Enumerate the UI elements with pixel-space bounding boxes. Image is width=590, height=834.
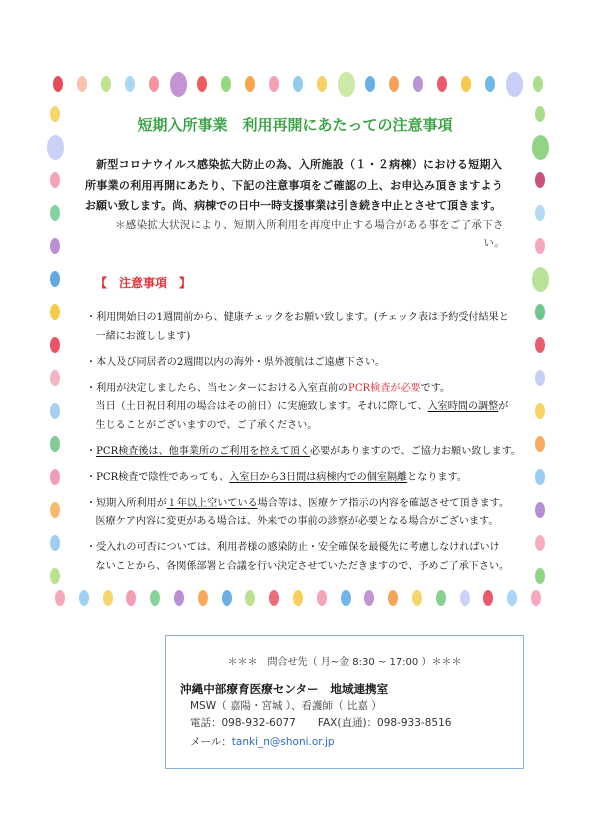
decorative-dot bbox=[389, 76, 399, 92]
notice-text: 一緒にお渡しします) bbox=[95, 330, 191, 342]
decorative-dot bbox=[79, 590, 89, 606]
notice-line bbox=[86, 309, 536, 328]
decorative-dot bbox=[535, 304, 545, 320]
decorative-dot bbox=[317, 590, 327, 606]
decorative-dot bbox=[388, 590, 398, 606]
notice-text: ・利用開始日の1週間前から、健康チェックをお願い致します。(チェック表は予約受付結果と bbox=[86, 312, 509, 323]
notice-text: です。 bbox=[420, 382, 451, 394]
note-line: ＊感染拡大状況により、短期入所利用を再度中止する場合がある事をご了承下さ bbox=[115, 219, 504, 231]
notice-heading: 【 注意事項 】 bbox=[95, 276, 192, 290]
decorative-dot bbox=[50, 238, 60, 254]
decorative-dot bbox=[535, 172, 545, 188]
decorative-dot bbox=[101, 76, 111, 92]
decorative-dot bbox=[55, 590, 65, 606]
decorative-dot bbox=[126, 590, 136, 606]
fax-number: 098-933-8516 bbox=[377, 717, 452, 729]
decorative-dot bbox=[365, 76, 375, 92]
notice-item bbox=[86, 443, 536, 462]
decorative-dot bbox=[338, 72, 355, 97]
notice-text-underlined: 入室時間の調整 bbox=[427, 401, 499, 412]
notice-line bbox=[86, 417, 536, 436]
notice-text-underlined: PCR検査後は、他事業所のご利用を控えて頂く bbox=[96, 445, 310, 457]
decorative-dot bbox=[50, 436, 60, 452]
decorative-dot bbox=[531, 590, 541, 606]
document-title: 短期入所事業 利用再開にあたっての注意事項 bbox=[137, 116, 453, 134]
notice-line bbox=[86, 469, 536, 488]
intro-line: 新型コロナウイルス感染拡大防止の為、入所施設（１・２病棟）における短期入 bbox=[96, 158, 503, 171]
decorative-dot bbox=[535, 502, 545, 518]
decorative-dot bbox=[413, 76, 423, 92]
decorative-dot bbox=[198, 590, 208, 606]
decorative-dot bbox=[50, 304, 60, 320]
notice-item bbox=[86, 309, 536, 346]
contact-box bbox=[165, 635, 524, 769]
notice-item bbox=[86, 495, 536, 532]
decorative-dot bbox=[245, 590, 255, 606]
decorative-dot bbox=[483, 590, 493, 606]
notice-text: ・短期入所利用が bbox=[86, 497, 167, 509]
decorative-dot bbox=[50, 271, 60, 287]
note-line: い。 bbox=[483, 237, 505, 249]
decorative-dot bbox=[535, 535, 545, 551]
email-link[interactable]: tanki_n@shoni.or.jp bbox=[231, 736, 335, 748]
decorative-dot bbox=[53, 76, 63, 92]
notice-text-underlined: 入室日から3日間は病棟内での個室隔離 bbox=[229, 471, 408, 483]
decorative-dot bbox=[533, 76, 543, 92]
contact-staff: MSW（ 嘉陽・宮城 ）、看護師（ 比嘉 ） bbox=[190, 700, 382, 712]
notice-line bbox=[86, 558, 536, 577]
phone-label: 電話： bbox=[190, 717, 222, 729]
decorative-dot bbox=[460, 590, 470, 606]
fax-label: FAX(直通)： bbox=[317, 717, 378, 729]
notice-text: 必要がありますので、ご協力お願い致します。 bbox=[310, 445, 521, 457]
phone-number: 098-932-6077 bbox=[221, 717, 296, 729]
notice-text-underlined: １年以上空いている bbox=[166, 497, 258, 509]
decorative-dot bbox=[412, 590, 422, 606]
decorative-dot bbox=[50, 469, 60, 485]
decorative-dot bbox=[535, 337, 545, 353]
decorative-dot bbox=[535, 370, 545, 386]
decorative-dot bbox=[532, 267, 549, 292]
notice-line bbox=[86, 513, 536, 532]
decorative-dot bbox=[269, 76, 279, 92]
notice-text: ・PCR検査で陰性であっても、 bbox=[86, 471, 230, 483]
decorative-dot bbox=[50, 568, 60, 584]
decorative-dot bbox=[535, 238, 545, 254]
decorative-dot bbox=[47, 135, 64, 160]
notice-line bbox=[86, 398, 536, 417]
decorative-dot bbox=[535, 403, 545, 419]
notice-line bbox=[86, 443, 536, 462]
decorative-dot bbox=[50, 535, 60, 551]
decorative-dot bbox=[293, 590, 303, 606]
decorative-dot bbox=[170, 72, 187, 97]
intro-paragraph bbox=[85, 155, 515, 217]
decorative-dot bbox=[50, 403, 60, 419]
notice-text: 生じることがございますので、ご了承ください。 bbox=[95, 419, 318, 431]
intro-line: お願い致します。尚、病棟での日中一時支援事業は引き続き中止とさせて頂きます。 bbox=[85, 199, 502, 212]
decorative-dot bbox=[293, 76, 303, 92]
decorative-dot bbox=[222, 590, 232, 606]
notice-item bbox=[86, 380, 536, 436]
notice-text: ないことから、各関係部署と合議を行い決定させていただきますので、予めご了承下さい。 bbox=[95, 560, 510, 572]
notice-text: 医療ケア内容に変更がある場合は、外来での事前の診察が必要となる場合がございます。 bbox=[95, 516, 499, 527]
decorative-dot bbox=[50, 337, 60, 353]
decorative-dot bbox=[532, 135, 549, 160]
decorative-dot bbox=[341, 590, 351, 606]
notice-line bbox=[86, 380, 536, 399]
email-label: メール： bbox=[190, 736, 232, 748]
decorative-dot bbox=[364, 590, 374, 606]
decorative-dot bbox=[149, 76, 159, 92]
notice-line bbox=[86, 539, 536, 558]
decorative-dot bbox=[506, 72, 523, 97]
decorative-dot bbox=[103, 590, 113, 606]
decorative-dot bbox=[269, 590, 279, 606]
notice-item bbox=[86, 354, 536, 373]
decorative-dot bbox=[221, 76, 231, 92]
notice-text: 場合等は、医療ケア指示の内容を確認させて頂きます。 bbox=[257, 497, 510, 509]
notice-text-red-emphasis: PCR検査が必要 bbox=[348, 382, 421, 394]
decorative-dot bbox=[535, 568, 545, 584]
notice-text: 当日（土日祝日利用の場合はその前日）に実施致します。それに際して、 bbox=[95, 401, 428, 412]
notice-list bbox=[86, 309, 536, 576]
notice-line bbox=[86, 495, 536, 514]
notice-text: ・本人及び同居者の2週間以内の海外・県外渡航はご遠慮下さい。 bbox=[86, 356, 386, 368]
decorative-dot bbox=[317, 76, 327, 92]
contact-organization: 沖縄中部療育医療センター 地域連携室 bbox=[180, 682, 389, 696]
notice-item bbox=[86, 539, 536, 576]
decorative-dot bbox=[125, 76, 135, 92]
decorative-dot bbox=[535, 436, 545, 452]
contact-header: ＊＊＊ 問合せ先（ 月~金 8:30 ~ 17:00 ）＊＊＊ bbox=[227, 657, 462, 668]
decorative-dot bbox=[50, 205, 60, 221]
notice-line bbox=[86, 328, 536, 347]
decorative-dot bbox=[174, 590, 184, 606]
decorative-dot bbox=[436, 590, 446, 606]
decorative-dot bbox=[437, 76, 447, 92]
decorative-dot bbox=[77, 76, 87, 92]
notice-item bbox=[86, 469, 536, 488]
notice-line bbox=[86, 354, 536, 373]
contact-phone-line bbox=[190, 715, 451, 731]
infection-status-note bbox=[115, 216, 505, 252]
notice-text: ・ bbox=[86, 445, 97, 457]
notice-text: となります。 bbox=[407, 471, 467, 483]
decorative-dot bbox=[507, 590, 517, 606]
notice-text: ・受入れの可否については、利用者様の感染防止・安全確保を最優先に考慮しなければいけ bbox=[86, 542, 500, 553]
contact-email-line bbox=[190, 734, 335, 750]
notice-text: が bbox=[498, 401, 509, 412]
decorative-dot bbox=[50, 370, 60, 386]
decorative-dot bbox=[150, 590, 160, 606]
decorative-dot bbox=[461, 76, 471, 92]
notice-text: ・利用が決定しましたら、当センターにおける入室直前の bbox=[86, 382, 349, 394]
decorative-dot bbox=[535, 469, 545, 485]
decorative-dot bbox=[50, 502, 60, 518]
decorative-dot bbox=[50, 172, 60, 188]
decorative-dot bbox=[245, 76, 255, 92]
decorative-dot bbox=[485, 76, 495, 92]
decorative-dot bbox=[535, 205, 545, 221]
decorative-dot bbox=[197, 76, 207, 92]
intro-line: 所事業の利用再開にあたり、下記の注意事項をご確認の上、お申込み頂きますよう bbox=[85, 178, 504, 192]
